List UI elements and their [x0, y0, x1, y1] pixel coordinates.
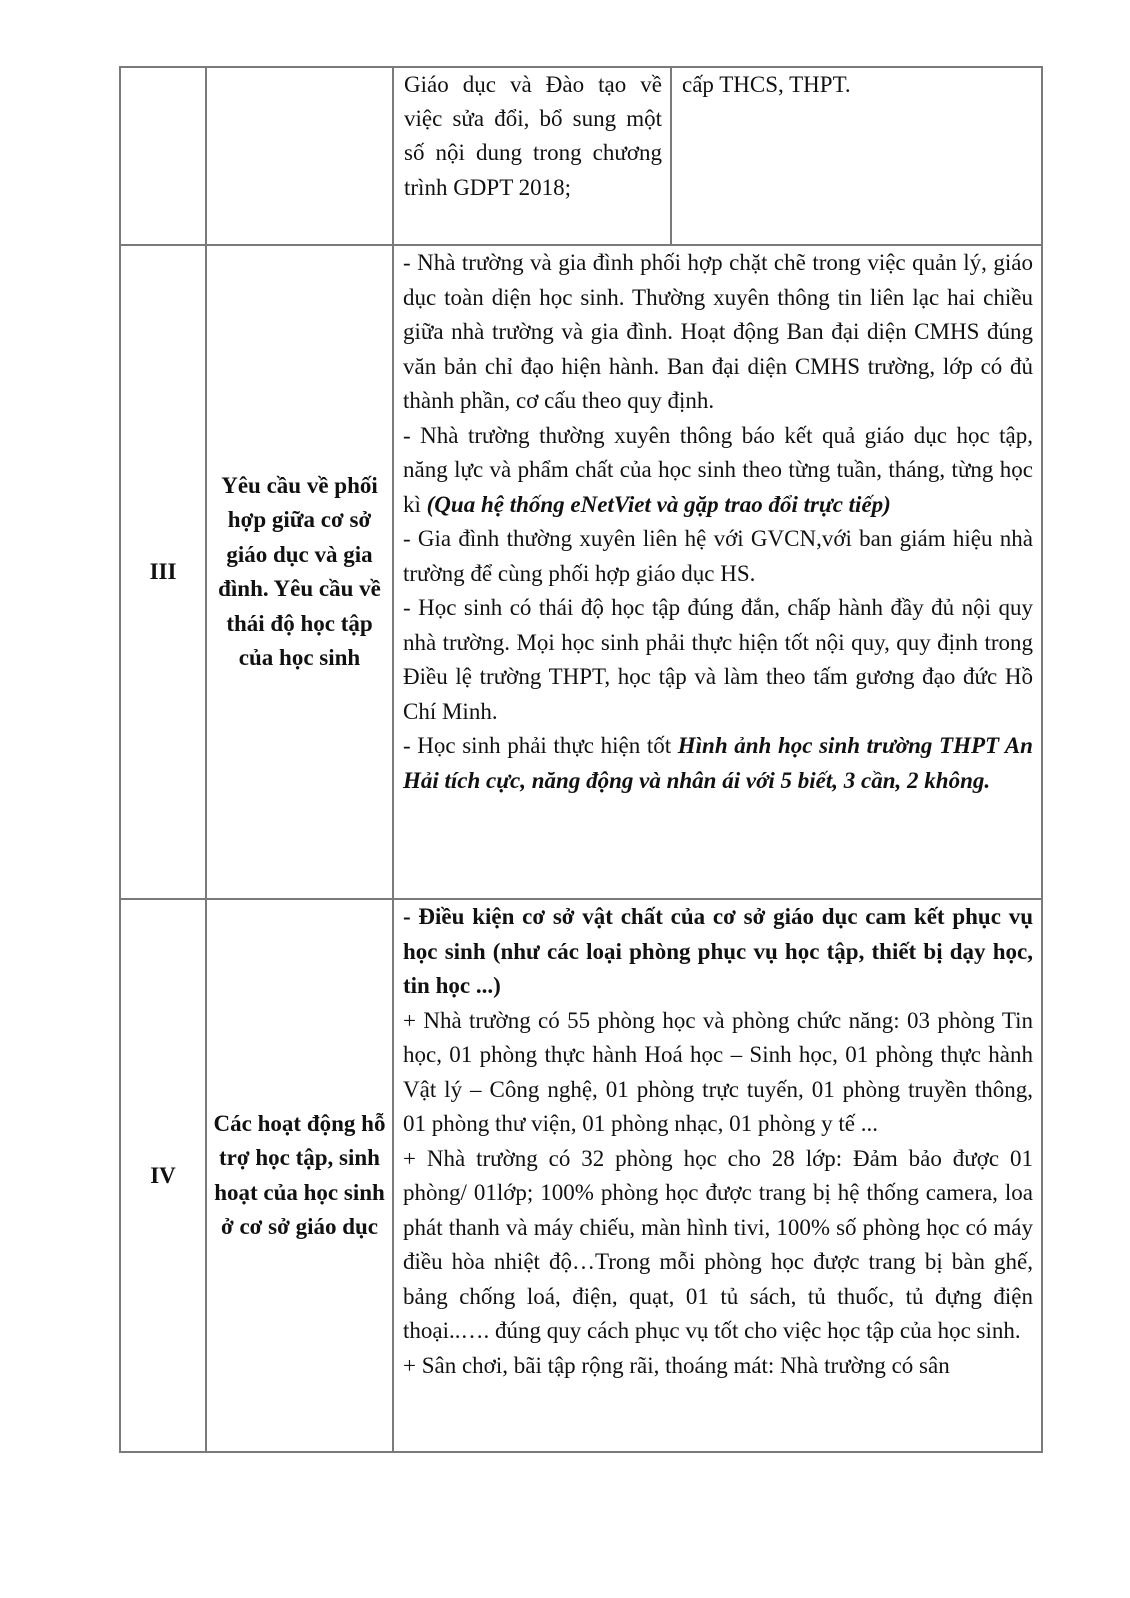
row-number: IV — [120, 899, 206, 1452]
paragraph: - Học sinh có thái độ học tập đúng đắn, chấp hành đầy đủ nội quy nhà trường. Mọi học sinh phải thực hiện tốt nội quy, quy định trong Điều lệ trường THPT, học tập và làm theo tấm gương đạo đức Hồ Chí Minh. — [403, 595, 1033, 724]
table-row-III — [120, 245, 1042, 899]
emphasis-text: (Qua hệ thống eNetViet và gặp trao đổi trực tiếp) — [426, 491, 891, 517]
cell-regulation — [393, 67, 671, 245]
row-content — [393, 899, 1042, 1452]
paragraph: + Nhà trường có 32 phòng học cho 28 lớp: Đảm bảo được 01 phòng/ 01lớp; 100% phòng học được trang bị hệ thống camera, loa phát thanh và máy chiếu, màn hình tivi, 100% số phòng học có máy điều hòa nhiệt độ…Trong mỗi phòng học được trang bị bàn ghế, bảng chống loá, điện, quạt, 01 tủ sách, tủ thuốc, tủ đựng điện thoại..…. đúng quy cách phục vụ tốt cho việc học tập của học sinh. — [403, 1145, 1033, 1343]
document-table — [119, 66, 1043, 1453]
cell-title — [206, 67, 393, 245]
row-title: Các hoạt động hỗ trợ học tập, sinh hoạt của học sinh ở cơ sở giáo dục — [206, 899, 393, 1452]
section-heading: - Điều kiện cơ sở vật chất của cơ sở giáo dục cam kết phục vụ học sinh (như các loại phòng phục vụ học tập, thiết bị dạy học, tin học ...) — [403, 904, 1033, 998]
cell-level — [671, 67, 1042, 245]
row-title: Yêu cầu về phối hợp giữa cơ sở giáo dục và gia đình. Yêu cầu về thái độ học tập của học sinh — [206, 245, 393, 899]
row-content — [393, 245, 1042, 899]
cell-number — [120, 67, 206, 245]
table-row-continued — [120, 67, 1042, 245]
row-number: III — [120, 245, 206, 899]
regulation-text: Giáo dục và Đào tạo về việc sửa đổi, bổ sung một số nội dung trong chương trình GDPT 2018; — [404, 72, 662, 200]
paragraph: + Sân chơi, bãi tập rộng rãi, thoáng mát: Nhà trường có sân — [403, 1352, 950, 1378]
paragraph: - Gia đình thường xuyên liên hệ với GVCN,với ban giám hiệu nhà trường để cùng phối hợp giáo dục HS. — [403, 526, 1033, 586]
paragraph: - Nhà trường thường xuyên thông báo kết quả giáo dục học tập, năng lực và phẩm chất của học sinh theo từng tuần, tháng, từng học kì (Qua hệ thống eNetViet và gặp trao đổi trực tiếp) — [403, 422, 1033, 517]
table-row-IV — [120, 899, 1042, 1452]
paragraph: + Nhà trường có 55 phòng học và phòng chức năng: 03 phòng Tin học, 01 phòng thực hành Hoá học – Sinh học, 01 phòng thực hành Vật lý – Công nghệ, 01 phòng trực tuyến, 01 phòng truyền thông, 01 phòng thư viện, 01 phòng nhạc, 01 phòng y tế ... — [403, 1007, 1033, 1136]
paragraph: - Học sinh phải thực hiện tốt Hình ảnh học sinh trường THPT An Hải tích cực, năng động và nhân ái với 5 biết, 3 cần, 2 không. — [403, 733, 1033, 793]
level-text: cấp THCS, THPT. — [682, 72, 851, 97]
emphasis-text: Hình ảnh học sinh trường THPT An Hải tích cực, năng động và nhân ái với 5 biết, 3 cần, 2 không. — [403, 733, 1033, 793]
paragraph: - Nhà trường và gia đình phối hợp chặt chẽ trong việc quản lý, giáo dục toàn diện học sinh. Thường xuyên thông tin liên lạc hai chiều giữa nhà trường và gia đình. Hoạt động Ban đại diện CMHS đúng văn bản chỉ đạo hiện hành. Ban đại diện CMHS trường, lớp có đủ thành phần, cơ cấu theo quy định. — [403, 250, 1033, 413]
